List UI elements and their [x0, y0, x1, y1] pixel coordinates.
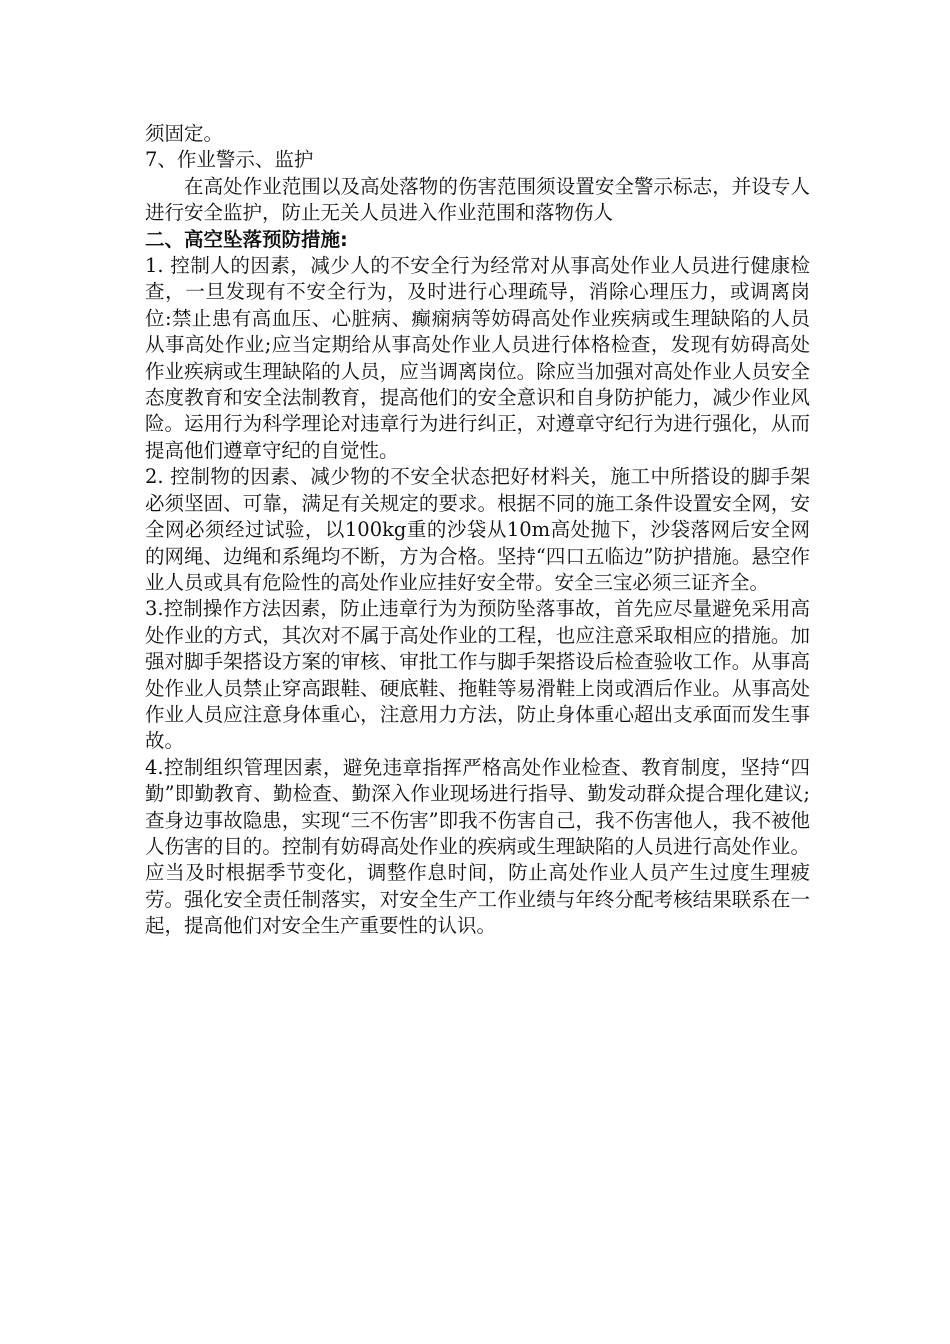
measure-paragraph-1: 1. 控制人的因素，减少人的不安全行为经常对从事高处作业人员进行健康检查，一旦发现有不安全行为，及时进行心理疏导，消除心理压力，或调离岗位:禁止患有高血压、心脏病、癫痫病等妨碍高处作业疾病或生理缺陷的人员从事高处作业;应当定期给从事高处作业人员进行体格检查，发现有妨碍高处作业疾病或生理缺陷的人员，应当调离岗位。除应当加强对高处作业人员安全态度教育和安全法制教育，提高他们的安全意识和自身防护能力，减少作业风险。运用行为科学理论对违章行为进行纠正，对遵章守纪行为进行强化，从而提高他们遵章守纪的自觉性。: [145, 254, 810, 462]
section-2-heading: 二、高空坠落预防措施:: [145, 227, 348, 251]
item-7-body: 在高处作业范围以及高处落物的伤害范围须设置安全警示标志，并设专人进行安全监护，防止无关人员进入作业范围和落物伤人: [145, 174, 810, 225]
document-body: [145, 121, 810, 940]
measure-paragraph-2: 2. 控制物的因素、减少物的不安全状态把好材料关，施工中所搭设的脚手架必须坚固、可靠，满足有关规定的要求。根据不同的施工条件设置安全网，安全网必须经过试验，以100kg重的沙袋从10m高处抛下，沙袋落网后安全网的网绳、边绳和系绳均不断，方为合格。坚持“四口五临边”防护措施。悬空作业人员或具有危险性的高处作业应挂好安全带。安全三宝必须三证齐全。: [145, 465, 810, 594]
measure-paragraph-3: 3.控制操作方法因素，防止违章行为为预防坠落事故，首先应尽量避免采用高处作业的方式，其次对不属于高处作业的工程，也应注意采取相应的措施。加强对脚手架搭设方案的审核、审批工作与脚手架搭设后检查验收工作。从事高处作业人员禁止穿高跟鞋、硬底鞋、拖鞋等易滑鞋上岗或酒后作业。从事高处作业人员应注意身体重心，注意用力方法，防止身体重心超出支承面而发生事故。: [145, 597, 810, 753]
item-7-heading: 7、作业警示、监护: [145, 148, 314, 172]
continuation-text: 须固定。: [145, 122, 224, 145]
measure-paragraph-4: 4.控制组织管理因素，避免违章指挥严格高处作业检查、教育制度，坚持“四勤”即勤教育、勤检查、勤深入作业现场进行指导、勤发动群众提合理化建议;查身边事故隐患，实现“三不伤害”即我不伤害自己，我不伤害他人，我不被他人伤害的目的。控制有妨碍高处作业的疾病或生理缺陷的人员进行高处作业。应当及时根据季节变化，调整作息时间，防止高处作业人员产生过度生理疲劳。强化安全责任制落实，对安全生产工作业绩与年终分配考核结果联系在一起，提高他们对安全生产重要性的认识。: [145, 755, 810, 938]
